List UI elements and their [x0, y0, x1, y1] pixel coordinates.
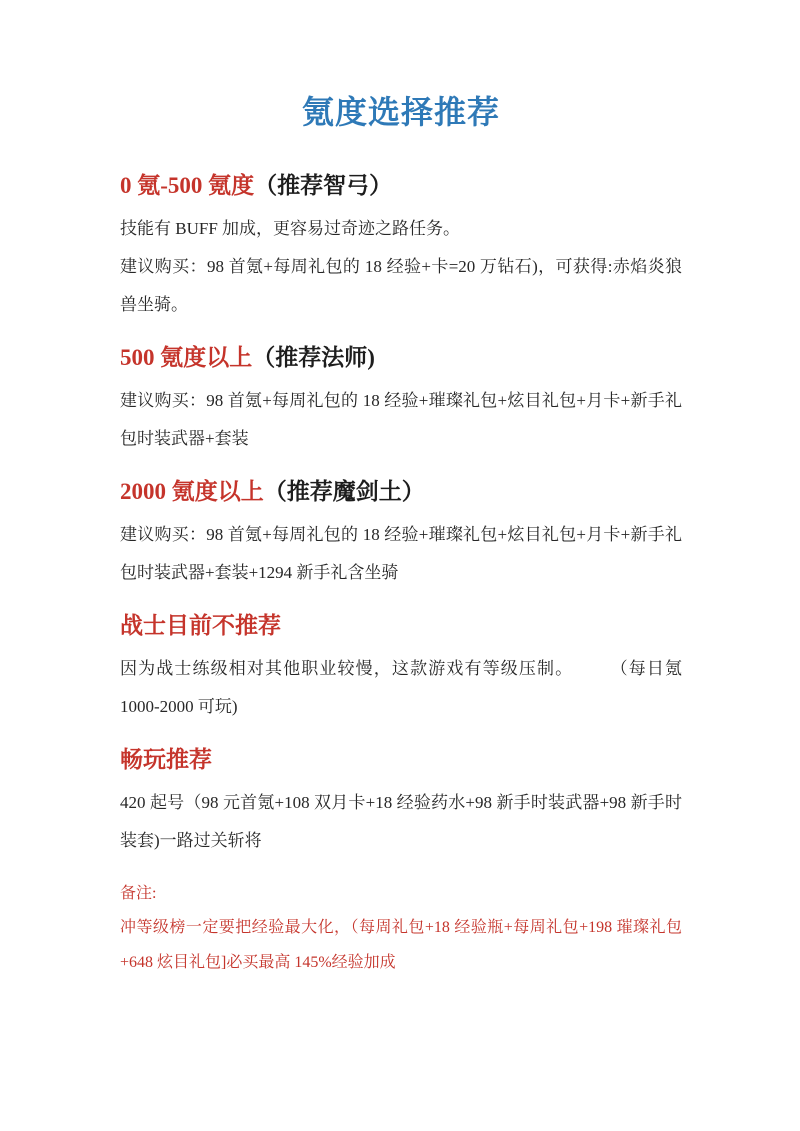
section-paragraph: 420 起号（98 元首氪+108 双月卡+18 经验药水+98 新手时装武器+98 新手时装套)一路过关斩将: [120, 793, 682, 850]
note-body: 冲等级榜一定要把经验最大化，（每周礼包+18 经验瓶+每周礼包+198 璀璨礼包+648 炫目礼包]必买最高 145%经验加成: [120, 919, 682, 971]
section-casual-play: [120, 744, 682, 860]
document-title: 氪度选择推荐: [301, 94, 500, 130]
section-heading: [120, 476, 682, 508]
section-krypton-2000-plus: [120, 476, 682, 592]
section-paragraph: 建议购买：98 首氪+每周礼包的 18 经验+卡=20 万钻石)，可获得:赤焰炎狼兽坐骑。: [120, 257, 682, 314]
section-paragraph: 建议购买：98 首氪+每周礼包的 18 经验+璀璨礼包+炫目礼包+月卡+新手礼包时装武器+套装+1294 新手礼含坐骑: [120, 525, 682, 582]
section-warrior-not-recommended: [120, 610, 682, 726]
section-heading-range: 战士目前不推荐: [120, 613, 281, 638]
section-krypton-0-500: [120, 170, 682, 324]
section-heading-note: （推荐魔剑土）: [263, 479, 425, 504]
note-section: [120, 878, 682, 980]
section-heading: [120, 610, 682, 642]
section-heading-range: 0 氪-500 氪度: [120, 173, 255, 198]
section-heading-range: 畅玩推荐: [120, 747, 212, 772]
section-heading: [120, 170, 682, 202]
section-heading: [120, 744, 682, 776]
section-krypton-500-plus: [120, 342, 682, 458]
section-paragraph: 技能有 BUFF 加成，更容易过奇迹之路任务。: [120, 219, 461, 238]
section-paragraph: 建议购买：98 首氪+每周礼包的 18 经验+璀璨礼包+炫目礼包+月卡+新手礼包时装武器+套装: [120, 391, 682, 448]
section-heading-range: 2000 氪度以上: [120, 479, 264, 504]
section-heading-note: （推荐法师): [252, 345, 375, 370]
section-paragraph: 因为战士练级相对其他职业较慢，这款游戏有等级压制。 （每日氪 1000-2000 可玩): [120, 659, 682, 716]
section-heading-note: （推荐智弓）: [254, 173, 393, 198]
section-heading: [120, 342, 682, 374]
section-heading-range: 500 氪度以上: [120, 345, 253, 370]
note-label: 备注:: [120, 885, 157, 902]
